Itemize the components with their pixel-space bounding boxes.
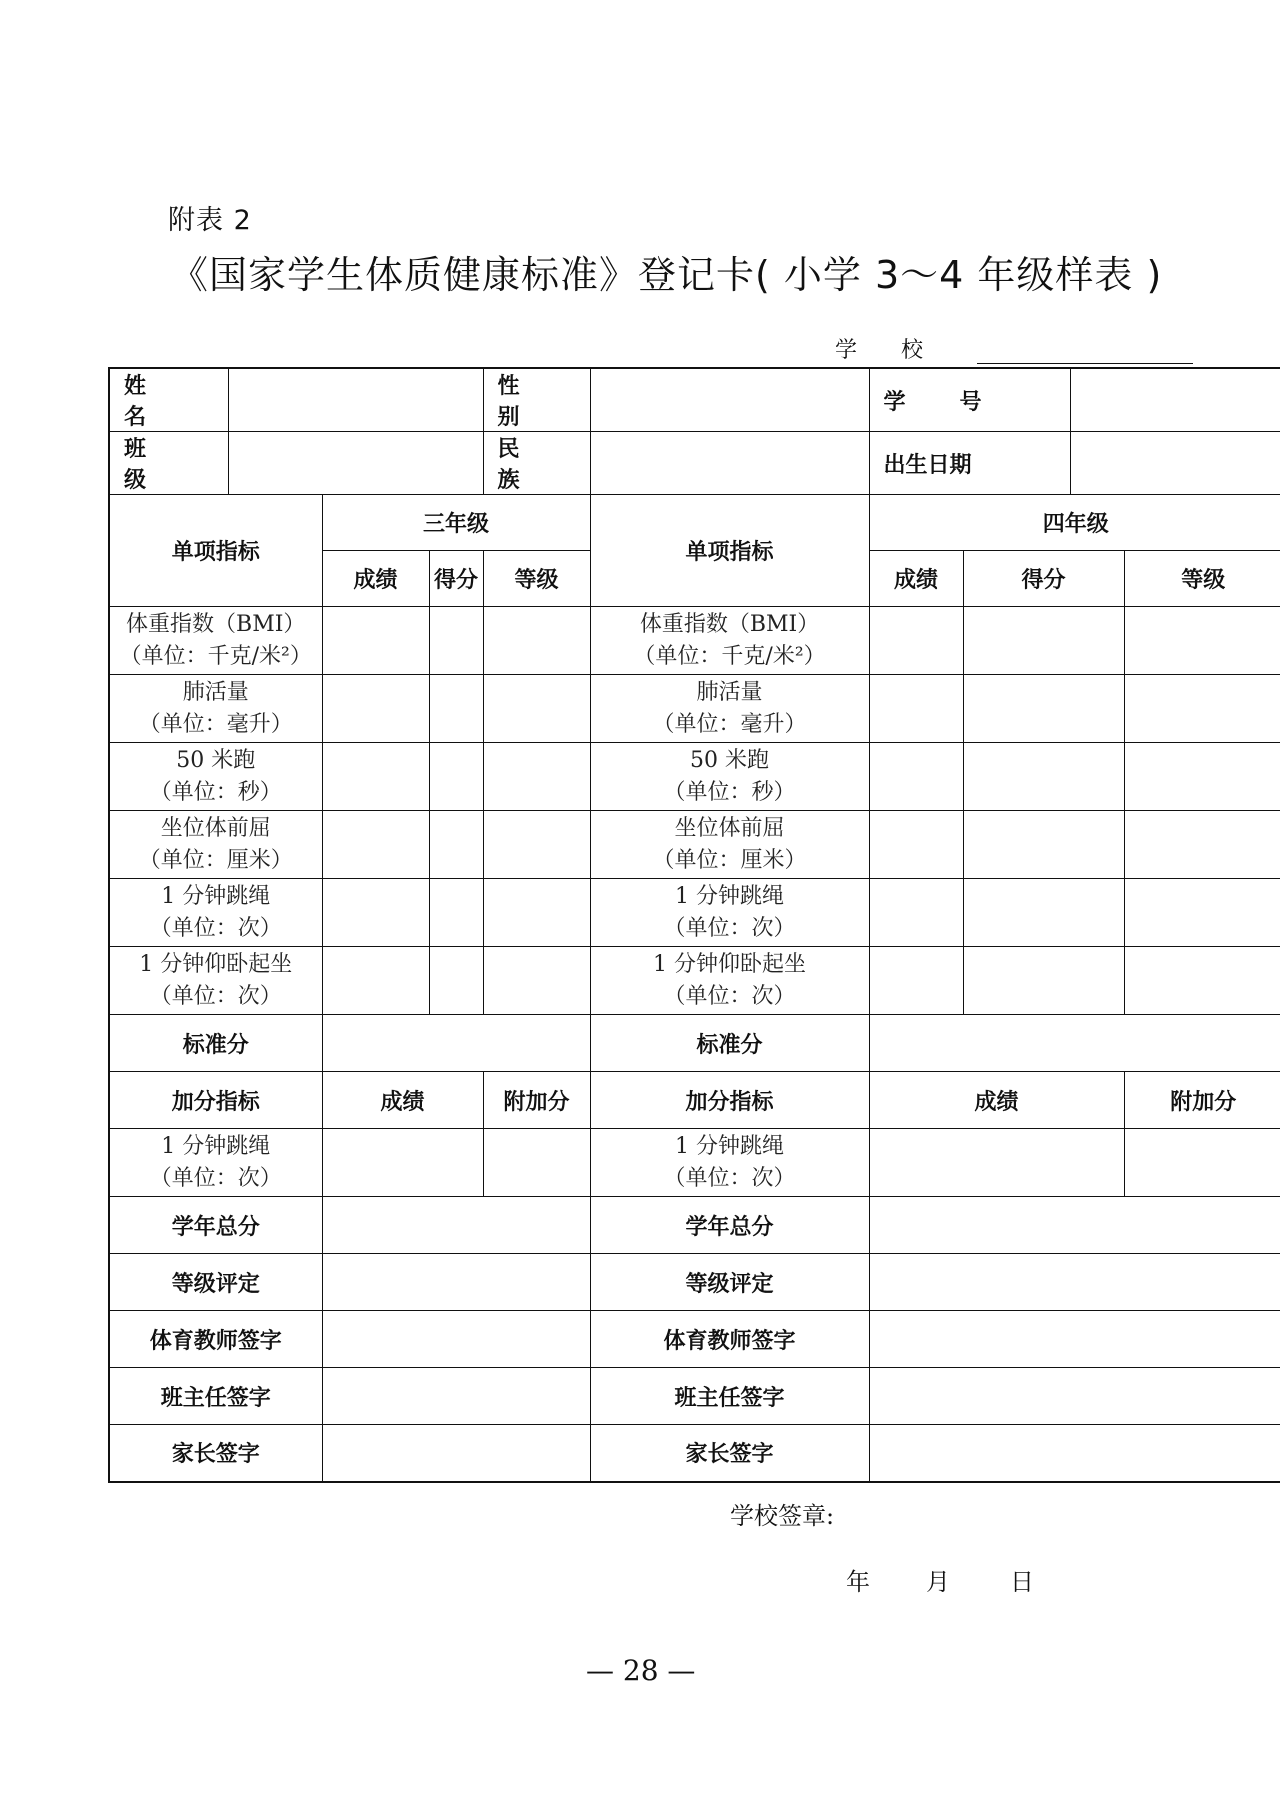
bonus-header-row: [109, 1072, 1280, 1129]
item-cell-right: [590, 879, 869, 947]
appendix-label: 附表 2: [168, 205, 252, 236]
annual-total-label-right: 学年总分: [590, 1197, 869, 1254]
item-unit: （单位：千克/米²）: [119, 643, 312, 669]
level-input[interactable]: [483, 811, 590, 879]
score-input[interactable]: [322, 811, 429, 879]
item-cell-right: [590, 811, 869, 879]
table-row: [109, 675, 1280, 743]
item-unit: （单位：毫升）: [138, 711, 293, 737]
level-rating-input-right[interactable]: [869, 1254, 1280, 1311]
bonus-item-unit: （单位：次）: [663, 1165, 796, 1191]
bonus-item-unit: （单位：次）: [149, 1165, 282, 1191]
date-month: 月: [926, 1568, 950, 1596]
points-input[interactable]: [429, 675, 483, 743]
bonus-score-input-left[interactable]: [322, 1129, 483, 1197]
item-name: 1 分钟跳绳: [161, 883, 271, 909]
item-name: 体重指数（BMI）: [126, 611, 306, 637]
item-name: 坐位体前屈: [674, 815, 785, 841]
level-rating-label-left: 等级评定: [109, 1254, 322, 1311]
item-name: 50 米跑: [176, 747, 256, 773]
item-name: 坐位体前屈: [160, 815, 271, 841]
item-name: 1 分钟仰卧起坐: [139, 951, 293, 977]
annual-total-label-left: 学年总分: [109, 1197, 322, 1254]
score-input[interactable]: [322, 743, 429, 811]
score-header-right: 成绩: [869, 551, 963, 607]
item-name: 50 米跑: [690, 747, 770, 773]
item-name: 1 分钟跳绳: [675, 883, 785, 909]
table-row: [109, 607, 1280, 675]
name-label: 姓名: [124, 373, 201, 430]
class-label-cell: [109, 432, 228, 495]
info-row-1: [109, 368, 1280, 432]
grade-4-header: 四年级: [869, 495, 1280, 551]
item-cell-right: [590, 607, 869, 675]
score-input[interactable]: [869, 947, 963, 1015]
registration-card-table: [108, 367, 1280, 1483]
bonus-score-header-right: 成绩: [869, 1072, 1124, 1129]
item-unit: （单位：次）: [663, 983, 796, 1009]
item-name: 1 分钟仰卧起坐: [653, 951, 807, 977]
ethnicity-input[interactable]: [590, 432, 869, 495]
parent-signature-input-right[interactable]: [869, 1425, 1280, 1482]
score-header-left: 成绩: [322, 551, 429, 607]
level-rating-input-left[interactable]: [322, 1254, 590, 1311]
head-teacher-signature-row: [109, 1368, 1280, 1425]
points-input[interactable]: [963, 607, 1124, 675]
standard-score-label-right: 标准分: [590, 1015, 869, 1072]
parent-signature-label-right: 家长签字: [590, 1425, 869, 1482]
table-row: [109, 947, 1280, 1015]
item-cell-right: [590, 743, 869, 811]
bonus-header-left: 加分指标: [109, 1072, 322, 1129]
date-line: [846, 1562, 1034, 1597]
gender-label: 性别: [497, 373, 574, 430]
item-cell-left: [109, 879, 322, 947]
level-input[interactable]: [1124, 743, 1280, 811]
level-input[interactable]: [1124, 607, 1280, 675]
standard-score-label-left: 标准分: [109, 1015, 322, 1072]
school-seal-label: 学校签章:: [730, 1502, 835, 1530]
points-input[interactable]: [963, 879, 1124, 947]
level-input[interactable]: [483, 879, 590, 947]
annual-total-input-left[interactable]: [322, 1197, 590, 1254]
points-input[interactable]: [963, 675, 1124, 743]
head-teacher-signature-label-left: 班主任签字: [109, 1368, 322, 1425]
student-id-label: 学号: [883, 388, 1036, 415]
item-name: 肺活量: [182, 679, 249, 705]
annual-total-input-right[interactable]: [869, 1197, 1280, 1254]
parent-signature-input-left[interactable]: [322, 1425, 590, 1482]
standard-score-input-left[interactable]: [322, 1015, 590, 1072]
bonus-item-cell-left: [109, 1129, 322, 1197]
school-blank-line[interactable]: [977, 341, 1193, 364]
date-year: 年: [846, 1568, 870, 1596]
item-cell-right: [590, 675, 869, 743]
item-cell-left: [109, 947, 322, 1015]
item-cell-left: [109, 811, 322, 879]
points-header-left: 得分: [429, 551, 483, 607]
head-teacher-signature-input-right[interactable]: [869, 1368, 1280, 1425]
student-id-input[interactable]: [1070, 368, 1280, 432]
level-rating-row: [109, 1254, 1280, 1311]
bonus-score-header-left: 成绩: [322, 1072, 483, 1129]
school-label: 学校: [835, 338, 968, 363]
gender-input[interactable]: [590, 368, 869, 432]
gender-label-cell: [483, 368, 590, 432]
head-teacher-signature-label-right: 班主任签字: [590, 1368, 869, 1425]
parent-signature-row: [109, 1425, 1280, 1482]
level-header-right: 等级: [1124, 551, 1280, 607]
score-input[interactable]: [322, 879, 429, 947]
item-header-left: 单项指标: [109, 495, 322, 607]
table-row: [109, 879, 1280, 947]
points-header-right: 得分: [963, 551, 1124, 607]
table-row: [109, 811, 1280, 879]
score-input[interactable]: [869, 743, 963, 811]
score-input[interactable]: [869, 675, 963, 743]
bonus-item-name: 1 分钟跳绳: [675, 1133, 785, 1159]
pe-teacher-signature-label-right: 体育教师签字: [590, 1311, 869, 1368]
score-input[interactable]: [869, 879, 963, 947]
item-name: 体重指数（BMI）: [639, 611, 820, 637]
score-input[interactable]: [322, 947, 429, 1015]
item-unit: （单位：次）: [149, 915, 282, 941]
bonus-score-input-right[interactable]: [869, 1129, 1124, 1197]
class-label: 班级: [124, 436, 183, 493]
item-header-right: 单项指标: [590, 495, 869, 607]
points-input[interactable]: [429, 947, 483, 1015]
grade-header-row: [109, 495, 1280, 551]
item-unit: （单位：毫升）: [652, 711, 807, 737]
pe-teacher-signature-row: [109, 1311, 1280, 1368]
bonus-item-row: [109, 1129, 1280, 1197]
student-id-label-cell: [869, 368, 1070, 432]
points-input[interactable]: [429, 879, 483, 947]
item-unit: （单位：厘米）: [652, 847, 807, 873]
item-unit: （单位：秒）: [663, 779, 796, 805]
bonus-extra-header-left: 附加分: [483, 1072, 590, 1129]
item-unit: （单位：厘米）: [138, 847, 293, 873]
head-teacher-signature-input-left[interactable]: [322, 1368, 590, 1425]
birth-date-label: 出生日期: [869, 432, 1070, 495]
score-input[interactable]: [869, 811, 963, 879]
pe-teacher-signature-label-left: 体育教师签字: [109, 1311, 322, 1368]
bonus-header-right: 加分指标: [590, 1072, 869, 1129]
name-label-cell: [109, 368, 228, 432]
item-unit: （单位：次）: [149, 983, 282, 1009]
bonus-extra-input-left[interactable]: [483, 1129, 590, 1197]
score-input[interactable]: [322, 675, 429, 743]
school-field: [835, 333, 1193, 364]
level-input[interactable]: [483, 947, 590, 1015]
annual-total-row: [109, 1197, 1280, 1254]
level-input[interactable]: [1124, 947, 1280, 1015]
bonus-extra-header-right: 附加分: [1124, 1072, 1280, 1129]
birth-date-input[interactable]: [1070, 432, 1280, 495]
bonus-extra-input-right[interactable]: [1124, 1129, 1280, 1197]
standard-score-input-right[interactable]: [869, 1015, 1280, 1072]
score-input[interactable]: [869, 607, 963, 675]
points-input[interactable]: [963, 947, 1124, 1015]
level-input[interactable]: [483, 675, 590, 743]
item-cell-left: [109, 743, 322, 811]
page-title: 《国家学生体质健康标准》登记卡( 小学 3～4 年级样表 ): [170, 253, 1163, 297]
level-input[interactable]: [1124, 675, 1280, 743]
points-input[interactable]: [963, 811, 1124, 879]
level-input[interactable]: [1124, 879, 1280, 947]
points-input[interactable]: [429, 811, 483, 879]
level-input[interactable]: [483, 607, 590, 675]
item-unit: （单位：次）: [663, 915, 796, 941]
item-unit: （单位：秒）: [149, 779, 282, 805]
item-cell-left: [109, 607, 322, 675]
class-input[interactable]: [228, 432, 483, 495]
level-rating-label-right: 等级评定: [590, 1254, 869, 1311]
points-input[interactable]: [429, 743, 483, 811]
level-input[interactable]: [483, 743, 590, 811]
info-row-2: [109, 432, 1280, 495]
standard-score-row: [109, 1015, 1280, 1072]
name-input[interactable]: [228, 368, 483, 432]
item-cell-left: [109, 675, 322, 743]
level-input[interactable]: [1124, 811, 1280, 879]
points-input[interactable]: [963, 743, 1124, 811]
ethnicity-label: 民族: [497, 436, 556, 493]
parent-signature-label-left: 家长签字: [109, 1425, 322, 1482]
item-name: 肺活量: [696, 679, 763, 705]
date-day: 日: [1010, 1568, 1034, 1596]
bonus-item-cell-right: [590, 1129, 869, 1197]
item-cell-right: [590, 947, 869, 1015]
points-input[interactable]: [429, 607, 483, 675]
grade-3-header: 三年级: [322, 495, 590, 551]
score-input[interactable]: [322, 607, 429, 675]
level-header-left: 等级: [483, 551, 590, 607]
pe-teacher-signature-input-right[interactable]: [869, 1311, 1280, 1368]
ethnicity-label-cell: [483, 432, 590, 495]
page-number: — 28 —: [586, 1654, 696, 1687]
bonus-item-name: 1 分钟跳绳: [161, 1133, 271, 1159]
pe-teacher-signature-input-left[interactable]: [322, 1311, 590, 1368]
item-unit: （单位：千克/米²）: [633, 643, 826, 669]
table-row: [109, 743, 1280, 811]
